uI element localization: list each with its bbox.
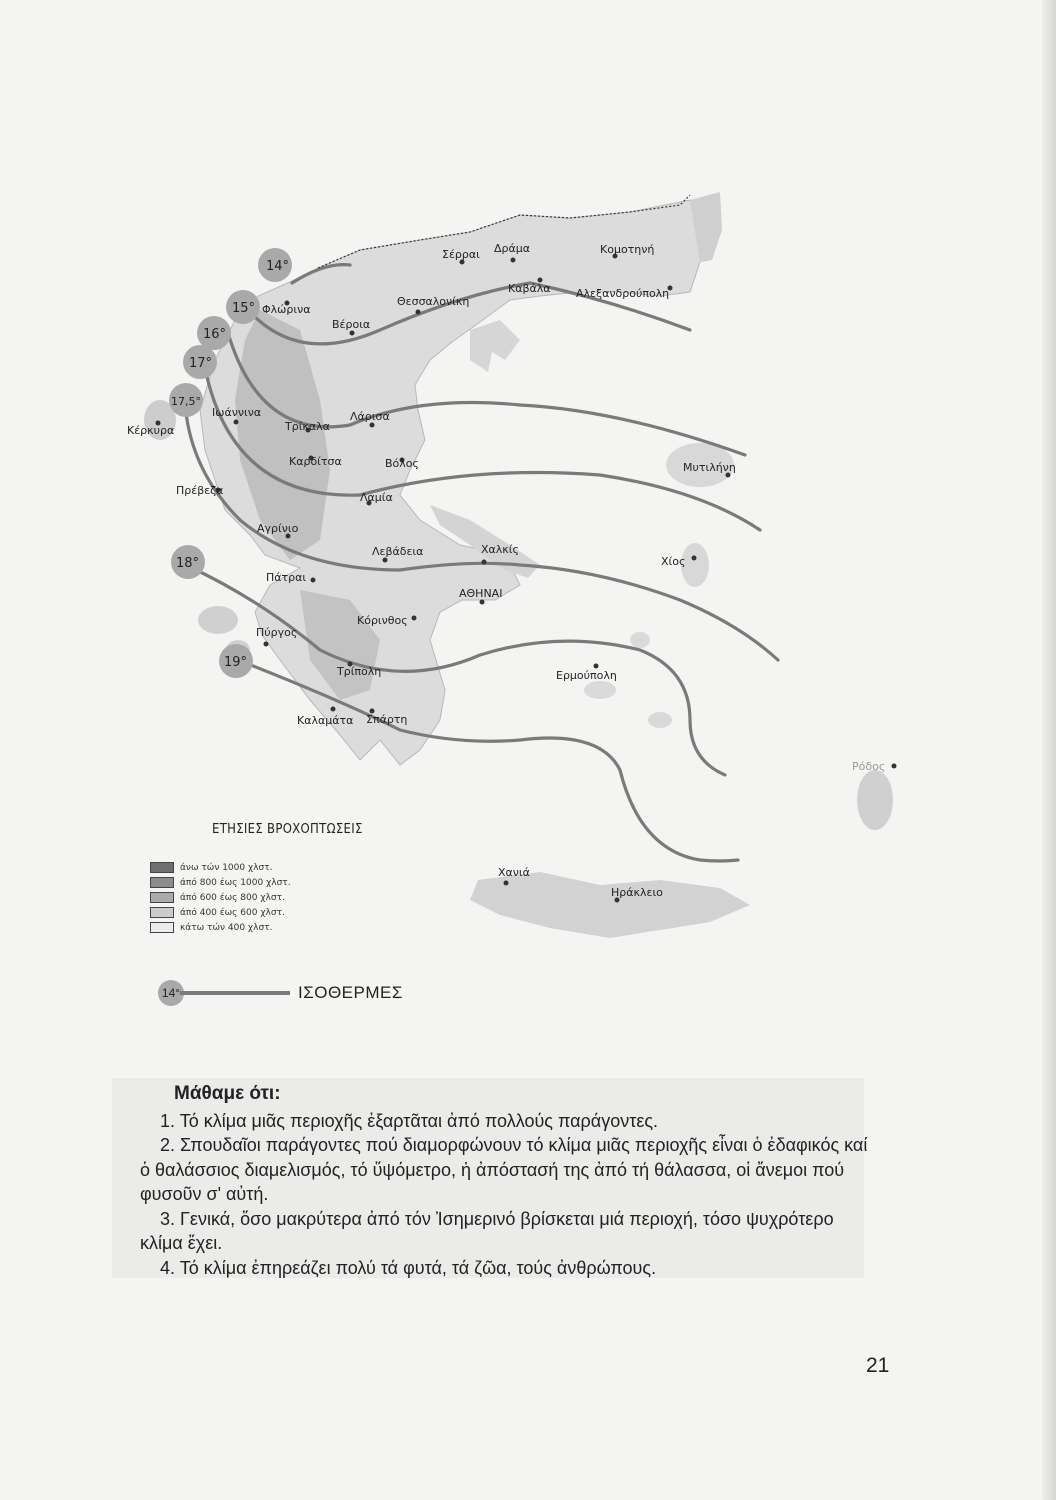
cyclades-3	[648, 712, 672, 728]
city-thessaloniki: Θεσσαλονίκη	[397, 295, 470, 308]
city-ermoupoli: Ερμούπολη	[556, 669, 617, 682]
crete	[470, 872, 750, 938]
city-dot-ermoupoli	[594, 664, 599, 669]
rhodes	[857, 770, 893, 830]
city-florina: Φλώρινα	[262, 303, 311, 316]
city-rodos: Ρόδος	[852, 760, 886, 773]
city-lamia: Λαμία	[360, 491, 393, 504]
city-karditsa: Καρδίτσα	[289, 455, 342, 468]
city-veroia: Βέροια	[332, 318, 371, 331]
city-levadeia: Λεβάδεια	[372, 545, 424, 558]
city-volos: Βόλος	[385, 457, 419, 470]
legend-swatch	[150, 862, 174, 873]
city-pyrgos: Πύργος	[256, 626, 298, 639]
legend-label: άπό 600 έως 800 χλστ.	[180, 892, 285, 903]
city-dot-kalamata	[331, 707, 336, 712]
legend-swatch	[150, 922, 174, 933]
page-number: 21	[866, 1354, 890, 1377]
city-irakleio: Ηράκλειο	[611, 886, 663, 899]
city-dot-levadeia	[383, 558, 388, 563]
isotherm-label-16: 16°	[203, 327, 227, 342]
legend-label: άπό 400 έως 600 χλστ.	[180, 907, 285, 918]
city-kalamata: Καλαμάτα	[297, 714, 354, 727]
city-mytilini: Μυτιλήνη	[683, 461, 736, 474]
city-patrai: Πάτραι	[266, 571, 307, 584]
city-sparti: Σπάρτη	[366, 713, 408, 726]
rainfall-legend	[150, 860, 291, 935]
city-chania: Χανιά	[498, 866, 530, 879]
city-serrai: Σέρραι	[442, 248, 480, 261]
kefalonia	[198, 606, 238, 634]
legend-item	[150, 860, 291, 875]
city-dot-pyrgos	[264, 642, 269, 647]
city-korinthos: Κόρινθος	[357, 614, 408, 627]
city-dot-veroia	[350, 331, 355, 336]
city-dot-athinai	[480, 600, 485, 605]
city-preveza: Πρέβεζα	[176, 484, 224, 497]
city-dot-ioannina	[234, 420, 239, 425]
isotherm-label-18: 18°	[176, 556, 200, 571]
city-alexandroupoli: Αλεξανδρούπολη	[576, 287, 670, 300]
legend-item	[150, 920, 291, 935]
legend-label: κάτω τών 400 χλστ.	[180, 922, 273, 933]
summary-point: 2. Σπουδαῖοι παράγοντες πού διαμορφώνουν τό κλίμα μιᾶς περιοχῆς εἶναι ὁ ἐδαφικός καί ὁ θαλάσσιος διαμελισμός, τό ὕψόμετρο, ἡ ἀπόστασή της ἀπό τή θάλασσα, οἱ ἄνεμοι πού φυσοῦν σ' αὐτή.	[140, 1135, 868, 1204]
summary-point: 3. Γενικά, ὅσο μακρύτερα ἀπό τόν Ἰσημερινό βρίσκεται μιά περιοχή, τόσο ψυχρότερο κλίμα ἔχει.	[140, 1208, 834, 1253]
city-athinai: ΑΘΗΝΑΙ	[459, 587, 503, 600]
halkidiki	[470, 320, 520, 372]
city-dot-chalkis	[482, 560, 487, 565]
city-chalkis: Χαλκίς	[481, 543, 519, 556]
isotherm-label-17: 17°	[189, 356, 213, 371]
summary	[140, 1082, 870, 1280]
city-kerkyra: Κέρκυρα	[127, 424, 175, 437]
isotherm-legend	[158, 980, 403, 1006]
legend-label: άπό 800 έως 1000 χλστ.	[180, 877, 291, 888]
isotherm-label-15: 15°	[232, 301, 256, 316]
city-ioannina: Ιωάννινα	[212, 406, 262, 419]
summary-point: 1. Τό κλίμα μιᾶς περιοχῆς ἐξαρτᾶται ἀπό πολλούς παράγοντες.	[160, 1110, 659, 1131]
city-dot-drama	[511, 258, 516, 263]
city-dot-chania	[504, 881, 509, 886]
city-komotini: Κομοτηνή	[600, 243, 655, 256]
city-dot-rodos	[892, 764, 897, 769]
isotherm-label-14: 14°	[266, 259, 290, 274]
legend-item	[150, 905, 291, 920]
cyclades-2	[630, 632, 650, 648]
city-agrinio: Αγρίνιο	[257, 522, 299, 535]
legend-swatch	[150, 892, 174, 903]
legend-label: άνω τών 1000 χλστ.	[180, 862, 273, 873]
isotherm-label-17-5: 17,5°	[171, 395, 201, 408]
legend-swatch	[150, 907, 174, 918]
isotherm-legend-badge: 14°	[158, 980, 184, 1006]
city-dot-chios	[692, 556, 697, 561]
rainfall-legend-title: ΕΤΗΣΙΕΣ ΒΡΟΧΟΠΤΩΣΕΙΣ	[212, 822, 363, 837]
city-kavala: Καβάλα	[508, 282, 551, 295]
city-larisa: Λάρισα	[350, 410, 390, 423]
city-dot-thessaloniki	[416, 310, 421, 315]
city-dot-korinthos	[412, 616, 417, 621]
city-drama: Δράμα	[494, 242, 531, 255]
city-dot-patrai	[311, 578, 316, 583]
city-dot-larisa	[370, 423, 375, 428]
legend-item	[150, 890, 291, 905]
city-trikala: Τρίκαλα	[285, 420, 330, 433]
isotherm-label-19: 19°	[224, 655, 248, 670]
isotherm-legend-label: ΙΣΟΘΕΡΜΕΣ	[298, 983, 403, 1002]
legend-item	[150, 875, 291, 890]
summary-point: 4. Τό κλίμα ἐπηρεάζει πολύ τά φυτά, τά ζῶα, τούς ἀνθρώπους.	[160, 1257, 657, 1278]
legend-swatch	[150, 877, 174, 888]
isotherm-legend-line	[180, 991, 290, 995]
city-tripoli: Τρίπολη	[337, 665, 382, 678]
cyclades-1	[584, 681, 616, 699]
city-chios: Χίος	[661, 555, 686, 568]
summary-heading: Μάθαμε ότι:	[174, 1083, 281, 1104]
